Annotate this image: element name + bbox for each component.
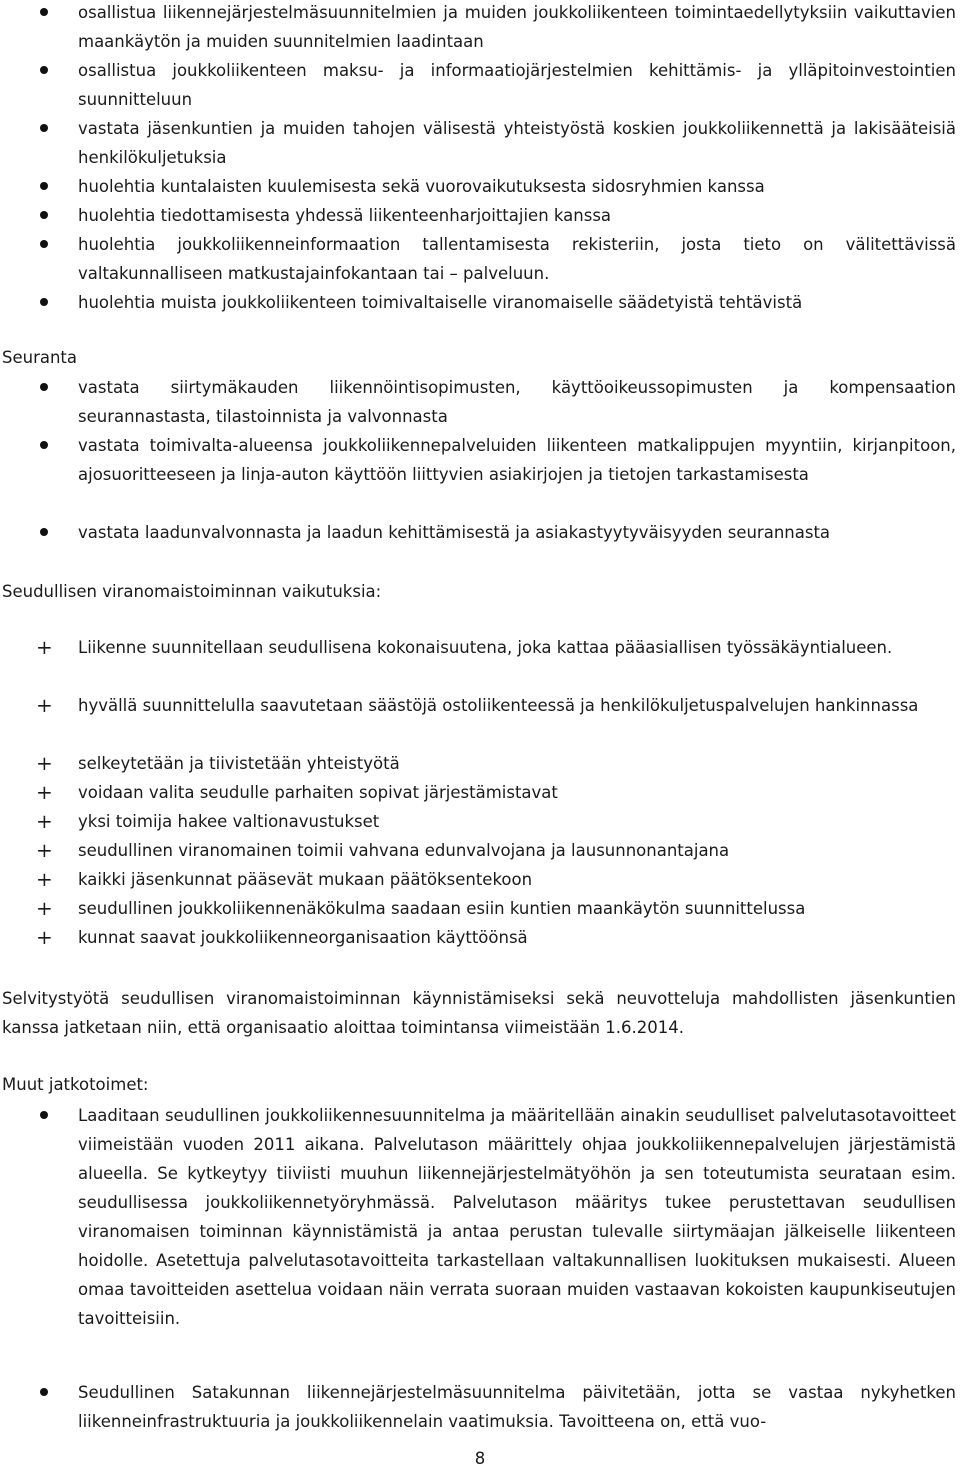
list-item xyxy=(0,691,960,749)
list-item xyxy=(0,431,960,518)
item-text: osallistua liikennejärjestelmäsuunnitelmien ja muiden joukkoliikenteen toimintaedellytyksiin vaikuttavien maankäytön ja muiden suunnitelmien laadintaan xyxy=(78,3,956,51)
plus-icon: + xyxy=(36,925,53,949)
list-item xyxy=(0,1101,960,1378)
item-text: voidaan valita seudulle parhaiten sopivat järjestämistavat xyxy=(78,783,558,802)
item-text: selkeytetään ja tiivistetään yhteistyötä xyxy=(78,754,400,773)
list-item xyxy=(0,836,960,865)
item-text: vastata toimivalta-alueensa joukkoliikennepalveluiden liikenteen matkalippujen myyntiin, kirjanpitoon, ajosuoritteeseen ja linja-auton käyttöön liittyvien asiakirjojen ja tietojen tarkastamisesta xyxy=(78,436,956,484)
item-text: huolehtia tiedottamisesta yhdessä liikenteenharjoittajien kanssa xyxy=(78,206,612,225)
task-list xyxy=(0,0,960,317)
plus-icon: + xyxy=(36,780,53,804)
plus-icon: + xyxy=(36,635,53,659)
item-text: Laaditaan seudullinen joukkoliikennesuunnitelma ja määritellään ainakin seudulliset palvelutasotavoitteet viimeistään vuoden 2011 aikana. Palvelutason määrittely ohjaa joukkoliikennepalvelujen järjestämistä alueella. Se kytkeytyy tiiviisti muuhun liikennejärjestelmätyöhön ja sen toteutumista seurataan esim. seudullisessa joukkoliikennetyöryhmässä. Palvelutason määritys tukee perustettavan seudullisen viranomaisen toiminnan käynnistämistä ja antaa perustan tulevalle siirtymäajan jälkeiselle liikenteen hoidolle. Asetettuja palvelutasotavoitteita tarkastellaan valtakunnallisen luokituksen mukaisesti. Alueen omaa tavoitteiden asettelua voidaan näin verrata suoraan muiden vastaavan kokoisten kaupunkiseutujen tavoitteisiin. xyxy=(78,1106,956,1328)
item-text: Seudullinen Satakunnan liikennejärjestelmäsuunnitelma päivitetään, jotta se vastaa nykyhetken liikenneinfrastruktuuria ja joukkoliikennelain vaatimuksia. Tavoitteena on, että vuo- xyxy=(78,1383,956,1431)
plus-icon: + xyxy=(36,693,53,717)
item-text: yksi toimija hakee valtionavustukset xyxy=(78,812,380,831)
item-text: kaikki jäsenkunnat pääsevät mukaan päätöksentekoon xyxy=(78,870,533,889)
item-text: hyvällä suunnittelulla saavutetaan säästöjä ostoliikenteessä ja henkilökuljetuspalvelujen hankinnassa xyxy=(78,696,919,715)
plus-icon: + xyxy=(36,838,53,862)
plus-icon: + xyxy=(36,896,53,920)
list-item xyxy=(0,807,960,836)
item-text: kunnat saavat joukkoliikenneorganisaation käyttöönsä xyxy=(78,928,528,947)
item-text: huolehtia muista joukkoliikenteen toimivaltaiselle viranomaiselle säädetyistä tehtävistä xyxy=(78,293,803,312)
list-item xyxy=(0,373,960,431)
seuranta-list xyxy=(0,373,960,547)
list-item xyxy=(0,865,960,894)
plus-icon: + xyxy=(36,867,53,891)
effects-list xyxy=(0,633,960,952)
list-item xyxy=(0,749,960,778)
item-text: huolehtia joukkoliikenneinformaation tallentamisesta rekisteriin, josta tieto on välitettävissä valtakunnalliseen matkustajainfokantaan tai – palveluun. xyxy=(78,235,956,283)
list-item xyxy=(0,518,960,547)
followup-list xyxy=(0,1101,960,1436)
item-text: seudullinen joukkoliikennenäkökulma saadaan esiin kuntien maankäytön suunnittelussa xyxy=(78,899,806,918)
list-item xyxy=(0,288,960,317)
list-item xyxy=(0,0,960,56)
plus-icon: + xyxy=(36,751,53,775)
item-text: vastata jäsenkuntien ja muiden tahojen välisestä yhteistyöstä koskien joukkoliikennettä ja lakisääteisiä henkilökuljetuksia xyxy=(78,119,956,167)
list-item xyxy=(0,114,960,172)
list-item xyxy=(0,778,960,807)
section-heading-seuranta: Seuranta xyxy=(2,348,78,367)
item-text: osallistua joukkoliikenteen maksu- ja informaatiojärjestelmien kehittämis- ja ylläpitoinvestointien suunnitteluun xyxy=(78,61,956,109)
item-text: seudullinen viranomainen toimii vahvana edunvalvojana ja lausunnonantajana xyxy=(78,841,730,860)
list-item xyxy=(0,56,960,114)
item-text: Liikenne suunnitellaan seudullisena kokonaisuutena, joka kattaa pääasiallisen työssäkäyntialueen. xyxy=(78,638,893,657)
item-text: huolehtia kuntalaisten kuulemisesta sekä vuorovaikutuksesta sidosryhmien kanssa xyxy=(78,177,765,196)
list-item xyxy=(0,923,960,952)
item-text: vastata siirtymäkauden liikennöintisopimusten, käyttöoikeussopimusten ja kompensaation seurannastasta, tilastoinnista ja valvonnasta xyxy=(78,378,956,426)
list-item xyxy=(0,1378,960,1436)
list-item xyxy=(0,633,960,691)
selvitys-paragraph: Selvitystyötä seudullisen viranomaistoiminnan käynnistämiseksi sekä neuvotteluja mahdollisten jäsenkuntien kanssa jatketaan niin, että organisaatio aloittaa toimintansa viimeistään 1.6.2014. xyxy=(2,989,956,1037)
page-number: 8 xyxy=(474,1449,486,1468)
plus-icon: + xyxy=(36,809,53,833)
list-item xyxy=(0,230,960,288)
list-item xyxy=(0,894,960,923)
item-text: vastata laadunvalvonnasta ja laadun kehittämisestä ja asiakastyytyväisyyden seurannasta xyxy=(78,523,831,542)
section-heading-vaikutuksia: Seudullisen viranomaistoiminnan vaikutuksia: xyxy=(2,582,382,601)
section-heading-muut-jatkotoimet: Muut jatkotoimet: xyxy=(2,1075,149,1094)
list-item xyxy=(0,201,960,230)
list-item xyxy=(0,172,960,201)
